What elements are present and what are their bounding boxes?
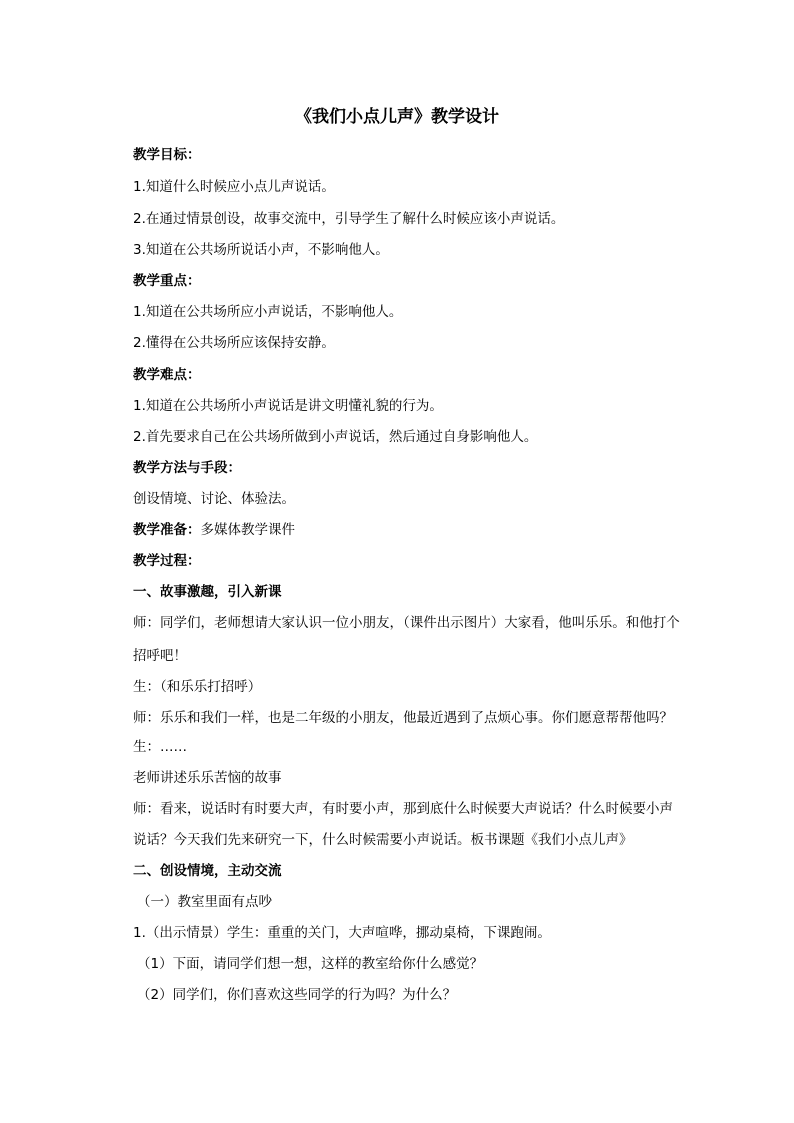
paragraph-line: 1.（出示情景）学生：重重的关门，大声喧哗，挪动桌椅，下课跑闹。 [133,925,551,941]
goals-heading: 教学目标： [133,147,201,163]
preparation-heading: 教学准备： [133,522,201,538]
paragraph-line: 师：同学们，老师想请大家认识一位小朋友，（课件出示图片）大家看，他叫乐乐。和他打个 [133,615,680,631]
paragraph-line: 招呼吧！ [133,648,187,664]
goal-item: 1.知道什么时候应小点儿声说话。 [133,179,335,195]
difficulty-item: 2.首先要求自己在公共场所做到小声说话，然后通过自身影响他人。 [133,429,538,445]
section2-heading: 二、创设情境，主动交流 [133,863,282,879]
paragraph-line: 师：乐乐和我们一样，也是二年级的小朋友，他最近遇到了点烦心事。你们愿意帮帮他吗？ [133,710,673,726]
difficulty-item: 1.知道在公共场所小声说话是讲文明懂礼貌的行为。 [133,398,443,414]
key-point-item: 1.知道在公共场所应小声说话，不影响他人。 [133,304,403,320]
process-heading: 教学过程： [133,553,201,569]
question-line: （2）同学们，你们喜欢这些同学的行为吗？为什么？ [137,987,457,1003]
goal-item: 3.知道在公共场所说话小声，不影响他人。 [133,242,389,258]
preparation-line [133,521,295,539]
goal-item: 2.在通过情景创设，故事交流中，引导学生了解什么时候应该小声说话。 [133,211,565,227]
question-line: （1）下面，请同学们想一想，这样的教室给你什么感觉？ [137,956,484,972]
paragraph-line: 老师讲述乐乐苦恼的故事 [133,770,282,786]
preparation-text: 多媒体教学课件 [200,522,295,538]
key-points-heading: 教学重点： [133,273,201,289]
methods-heading: 教学方法与手段： [133,460,241,476]
paragraph-line: 师：看来，说话时有时要大声，有时要小声，那到底什么时候要大声说话？什么时候要小声 [133,801,673,817]
subsection-heading: （一）教室里面有点吵 [137,894,272,910]
section1-heading: 一、故事激趣，引入新课 [133,584,282,600]
methods-text: 创设情境、讨论、体验法。 [133,491,295,507]
paragraph-line: 说话？今天我们先来研究一下，什么时候需要小声说话。板书课题《我们小点儿声》 [133,832,633,848]
document-title: 《我们小点儿声》教学设计 [295,107,499,127]
paragraph-line: 生：…… [133,739,187,755]
paragraph-line: 生：（和乐乐打招呼） [133,679,262,695]
difficulties-heading: 教学难点： [133,367,201,383]
key-point-item: 2.懂得在公共场所应该保持安静。 [133,335,335,351]
